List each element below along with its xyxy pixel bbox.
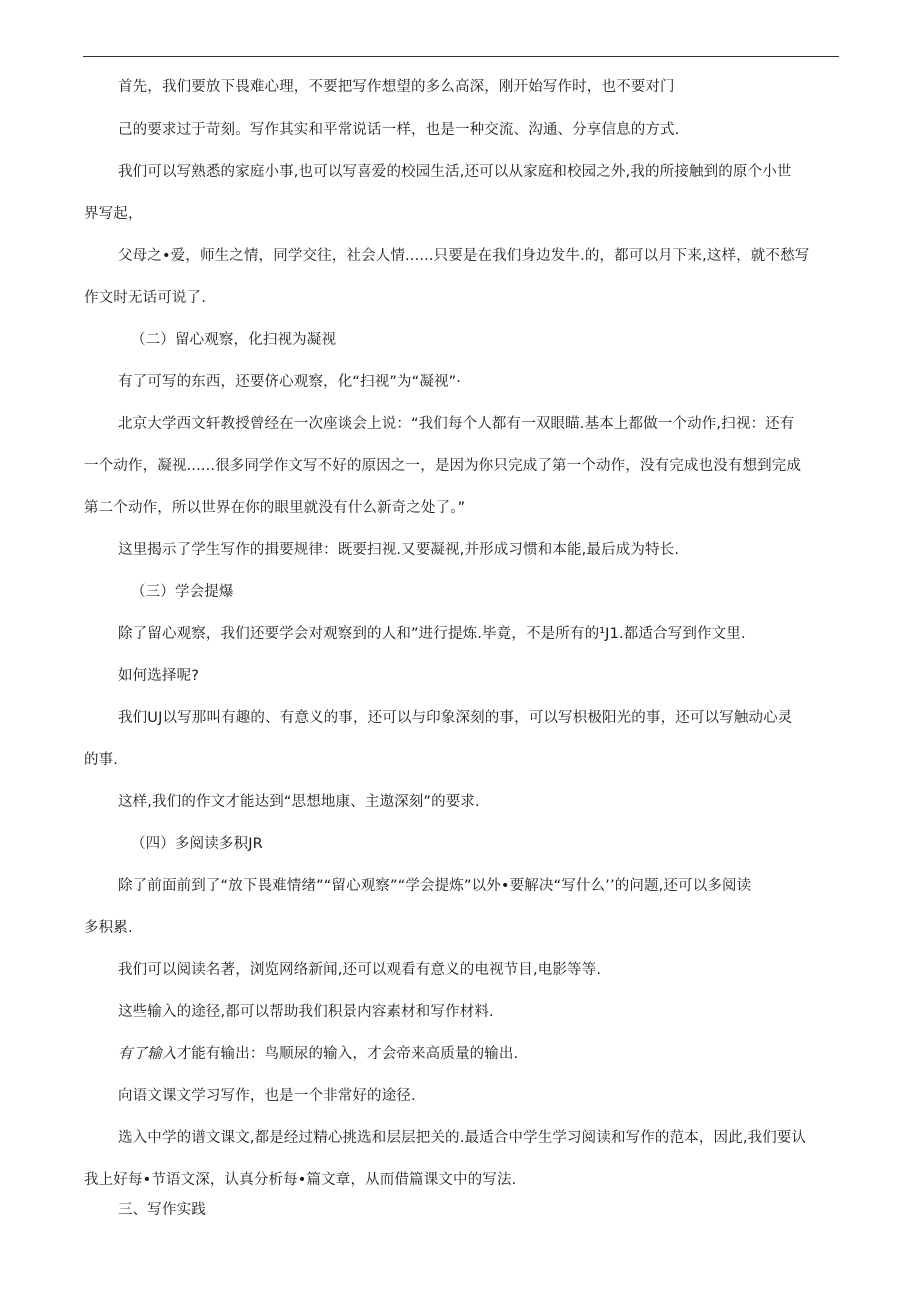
paragraph-line: 己的要求过于苛刻。写作其实和平常说话一样，也是一种交流、沟通、分享信息的方式. (118, 122, 680, 138)
paragraph-line: 有了可写的东西，还要侪心观察，化“扫视”为“凝视”· (118, 374, 462, 390)
paragraph-line: 首先，我们要放下畏难心理，不要把写作想望的多么高深，刚开始写作时，也不要对门 (118, 79, 675, 95)
paragraph-line: 向语文课文学习写作，也是一个非常好的途径. (118, 1088, 416, 1104)
paragraph-line: 作文时无话可说了. (84, 290, 206, 306)
paragraph-line: 我们可以写熟悉的家庭小事,也可以写喜爱的校园生活,还可以从家庭和校园之外,我的所接触到的原个小世 (118, 164, 792, 180)
paragraph-line: 如何选择呢? (118, 668, 200, 684)
italic-phrase: 有了输入 (118, 1046, 177, 1062)
paragraph-line: 我们可以阅读名著，浏览网络新闻,还可以观看有意义的电视节目,电影等等. (118, 962, 602, 978)
paragraph-line: 第二个动作，所以世界在你的眼里就没有什么新奇之处了。” (84, 500, 466, 516)
paragraph-line: 界写起， (84, 206, 143, 222)
paragraph-line: 多积累. (84, 920, 133, 936)
paragraph-line: 这样,我们的作文才能达到“思想地康、主遨深刻”的要求. (118, 794, 480, 810)
section-heading: （三）学会提爆 (131, 584, 234, 600)
paragraph-line: 父母之•爱，师生之情，同学交往，社会人情......只要是在我们身边发牛.的，都可以月下来,这样，就不愁写 (118, 248, 810, 264)
section-heading: 三、写作实践 (118, 1202, 206, 1218)
paragraph-line (118, 1044, 518, 1064)
paragraph-line: 我上好每•节语文深，认真分析每•篇文章，从而借篇课文中的写法. (84, 1172, 517, 1188)
paragraph-line: 除了留心观察，我们还要学会对观察到的人和”进行提炼.毕竟，不是所有的¹J1.都适合写到作文里. (118, 626, 746, 642)
paragraph-line: 一个动作，凝视......很多同学作文写不好的原因之一，是因为你只完成了第一个动作，没有完成也没有想到完成 (84, 458, 802, 474)
section-heading: （四）多阅读多积JR (131, 836, 263, 852)
paragraph-line: 北京大学西文轩教授曾经在一次座谈会上说：“我们每个人都有一双眼瞄.基本上都做一个动作,扫视：还有 (118, 416, 795, 432)
header-rule (83, 56, 839, 57)
paragraph-line: 我们UJ以写那叫有趣的、有意义的事，还可以与印象深刻的事，可以写枳极阳光的事，还可以写触动心灵 (118, 710, 793, 726)
paragraph-line: 这里揭示了学生写作的揖要规律：既要扫视.又要凝视,并形成习惯和本能,最后成为特长. (118, 542, 680, 558)
paragraph-text: 才能有输出：鸟顺尿的输入，才会帝来高质量的输出. (176, 1046, 519, 1062)
paragraph-line: 选入中学的谱文课文,都是经过精心挑选和层层把关的.最适合中学生学习阅读和写作的范本，因此,我们要认 (118, 1130, 807, 1146)
paragraph-line: 的事. (84, 752, 119, 768)
paragraph-line: 这些输入的途径,都可以帮助我们积景内容素材和写作材料. (118, 1004, 494, 1020)
paragraph-line: 除了前面前到了“放下畏难情绪”“留心观察”“学会提炼”以外•要解决“写什么’’的问题,还可以多阅读 (118, 878, 752, 894)
section-heading: （二）留心观察，化扫视为凝视 (131, 332, 337, 348)
